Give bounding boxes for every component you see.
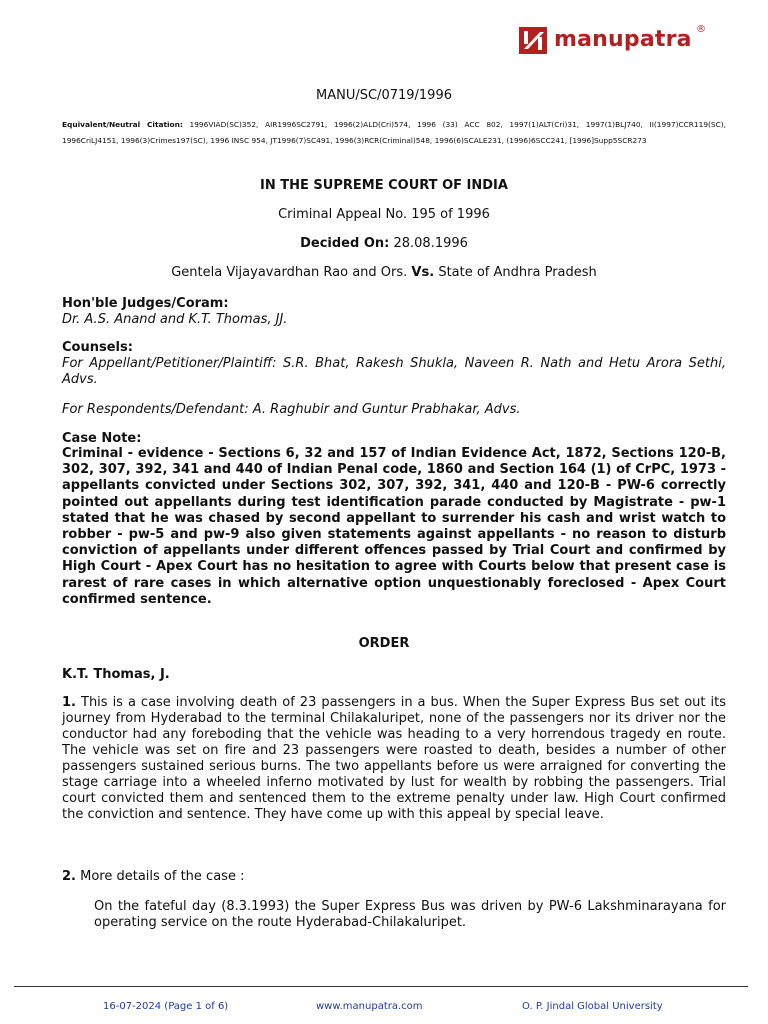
party-respondent: State of Andhra Pradesh	[438, 265, 597, 280]
case-note-text: Criminal - evidence - Sections 6, 32 and 157 of Indian Evidence Act, 1872, Sections 120-B, 302, 307, 392, 341 and 440 of Indian Penal code, 1860 and Section 164 (1) of CrPC, 1973 - appellants convicted under Sections 302, 307, 392, 341, 440 and 120-B - PW-6 correctly pointed out appellants during test identification parade conducted by Magistrate - pw-1 stated that he was chased by second appellant to surrender his cash and wrist watch to robber - pw-5 and pw-9 also given statements against appellants - no reason to disturb conviction of appellants under different offences passed by Trial Court and confirmed by High Court - Apex Court has no hesitation to agree with Courts below that present case is rarest of rare cases in which alternative option unquestionably foreclosed - Apex Court confirmed sentence.	[62, 446, 726, 607]
counsels-label: Counsels:	[62, 340, 133, 355]
paragraph-1-number: 1.	[62, 695, 76, 710]
case-note-label: Case Note:	[62, 431, 142, 446]
equivalent-citation	[62, 117, 726, 149]
paragraph-1-text: This is a case involving death of 23 passengers in a bus. When the Super Express Bus set out its journey from Hyderabad to the terminal Chilakaluripet, none of the passengers nor its driver nor the conductor had any foreboding that the vehicle was heading to a very horrendous tragedy en route. The vehicle was set on fire and 23 passengers were roasted to death, besides a number of other passengers sustained serious burns. The two appellants before us were arraigned for converting the stage carriage into a wheeled inferno motivated by lust for wealth by robbing the passengers. Trial court convicted them and sentenced them to the extreme penalty under law. High Court confirmed the conviction and sentence. They have come up with this appeal by special leave.	[62, 695, 727, 822]
counsel-respondent: For Respondents/Defendant: A. Raghubir and Guntur Prabhakar, Advs.	[62, 402, 521, 417]
order-heading: ORDER	[358, 636, 410, 651]
appeal-number: Criminal Appeal No. 195 of 1996	[278, 207, 490, 222]
paragraph-1	[62, 695, 726, 823]
manu-citation: MANU/SC/0719/1996	[316, 88, 452, 103]
judges-label: Hon'ble Judges/Coram:	[62, 296, 229, 311]
quoted-paragraph: On the fateful day (8.3.1993) the Super Express Bus was driven by PW-6 Lakshminarayana for operating service on the route Hyderabad-Chilakaluripet.	[94, 899, 726, 930]
decided-on-date: 28.08.1996	[393, 236, 468, 251]
case-parties	[0, 265, 768, 280]
court-name: IN THE SUPREME COURT OF INDIA	[260, 178, 508, 193]
paragraph-2-text: More details of the case :	[80, 869, 245, 884]
footer-website-link[interactable]: www.manupatra.com	[316, 1001, 423, 1012]
decided-on	[0, 236, 768, 251]
manupatra-logo	[518, 24, 714, 56]
equivalent-citation-label: Equivalent/Neutral Citation:	[62, 120, 183, 129]
counsel-appellant: For Appellant/Petitioner/Plaintiff: S.R. Bhat, Rakesh Shukla, Naveen R. Nath and Hetu Arora Sethi, Advs.	[62, 356, 726, 387]
equivalent-citation-text: 1996VIAD(SC)352, AIR1996SC2791, 1996(2)ALD(Cri)574, 1996 (33) ACC 802, 1997(1)ALT(Cri)31, 1997(1)BLJ740, II(1997)CCR119(SC), 1996CriLJ4151, 1996(3)Crimes197(SC), 1996 INSC 954, JT1996(7)SC491, 1996(3)RCR(Criminal)548, 1996(6)SCALE231, (1996)6SCC241, [1996]Supp5SCR273	[62, 120, 727, 145]
counsels-section	[62, 340, 726, 388]
paragraph-2	[62, 869, 726, 885]
versus-label: Vs.	[411, 265, 435, 280]
logo-text: manupatra	[554, 27, 692, 52]
footer-date-page: 16-07-2024 (Page 1 of 6)	[103, 1001, 229, 1012]
footer-institution: O. P. Jindal Global University	[522, 1001, 663, 1012]
footer-divider	[14, 986, 748, 987]
paragraph-2-number: 2.	[62, 869, 76, 884]
party-appellant: Gentela Vijayavardhan Rao and Ors.	[171, 265, 408, 280]
judges-section	[62, 296, 726, 328]
manupatra-mark-icon	[518, 24, 550, 56]
judges-names: Dr. A.S. Anand and K.T. Thomas, JJ.	[62, 312, 288, 327]
order-author: K.T. Thomas, J.	[62, 667, 170, 682]
registered-mark: ®	[696, 24, 706, 35]
decided-on-label: Decided On:	[300, 236, 390, 251]
